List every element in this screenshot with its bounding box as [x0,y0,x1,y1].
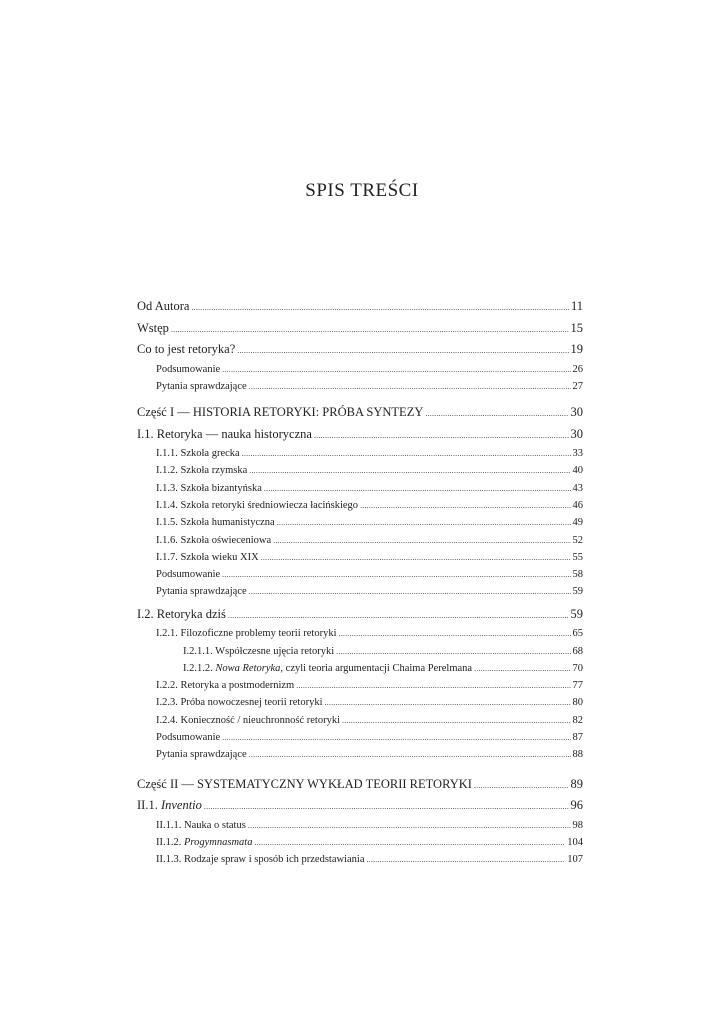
toc-leader-dots [425,402,568,425]
toc-entry-label: II.1.2. Progymnasmata [156,836,253,848]
toc-entry-label: I.1.3. Szkoła bizantyńska [156,482,262,494]
toc-page-number: 80 [572,697,583,709]
toc-page-number: 19 [570,342,583,356]
toc-entry-label: Co to jest retoryka? [137,342,236,356]
toc-leader-dots [249,583,571,600]
toc-entry [137,566,583,583]
toc-entry [137,378,583,395]
toc-page-number: 89 [570,776,583,791]
toc-leader-dots [264,480,571,497]
toc-page-number: 70 [572,662,583,674]
toc-leader-dots [228,604,569,627]
toc-entry-label: Podsumowanie [156,569,221,581]
toc-leader-dots [277,514,571,531]
toc-entry-label: I.1.5. Szkoła humanistyczna [156,517,275,529]
toc-page-number: 30 [570,426,583,441]
toc-page-number: 96 [570,798,583,813]
toc-entry-label: I.2.1.2. Nowa Retoryka, czyli teoria argumentacji Chaima Perelmana [183,662,473,674]
toc-leader-dots [237,339,568,362]
toc-page-number: 107 [567,854,583,866]
toc-page-number: 52 [572,534,583,546]
toc-entry-label: I.1.7. Szkoła wieku XIX [156,551,259,563]
toc-leader-dots [222,361,570,378]
toc-entry-label: Część I — HISTORIA RETORYKI: PRÓBA SYNTEZY [137,405,424,420]
toc-leader-dots [222,729,570,746]
toc-entry [137,817,583,834]
toc-page-number: 104 [567,836,583,848]
toc-entry-label: II.1. Inventio [137,798,202,813]
toc-page-number: 33 [572,448,583,460]
toc-page-number: 65 [572,628,583,640]
toc-page-number: 77 [572,680,583,692]
toc-entry [137,643,583,660]
toc-entry-label: I.2.2. Retoryka a postmodernizm [156,680,295,692]
toc-entry-label: II.1.1. Nauka o status [156,819,246,831]
toc-entry-label: I.1. Retoryka — nauka historyczna [137,426,312,441]
toc-leader-dots [360,497,570,514]
toc-leader-dots [366,851,565,868]
toc-leader-dots [336,643,570,660]
toc-page-number: 88 [572,749,583,761]
toc-page-number: 87 [572,732,583,744]
toc-leader-dots [339,625,571,642]
toc-leader-dots [191,296,569,319]
toc-part-heading [137,774,583,796]
toc-entry [137,834,583,851]
toc-entry [137,604,583,626]
toc-entry-label: Podsumowanie [156,732,221,744]
toc-entry [137,445,583,462]
toc-entry [137,318,583,340]
toc-leader-dots [204,795,569,818]
toc-entry [137,514,583,531]
toc-entry [137,677,583,694]
toc-page-number: 55 [572,551,583,563]
toc-leader-dots [249,746,571,763]
toc-entry [137,851,583,868]
toc-leader-dots [342,712,571,729]
toc-entry-label: Od Autora [137,299,190,313]
toc-page-number: 59 [570,606,583,621]
toc-page-number: 98 [572,819,583,831]
toc-part-heading [137,402,583,424]
toc-page-number: 82 [572,714,583,726]
toc-page-number: 68 [572,645,583,657]
toc-entry-label: I.2.1.1. Współczesne ujęcia retoryki [183,645,335,657]
toc-leader-dots [474,660,570,677]
toc-page-number: 58 [572,569,583,581]
toc-entry [137,532,583,549]
toc-entry-label: I.2.4. Konieczność / nieuchronność retoryki [156,714,340,726]
toc-leader-dots [248,817,571,834]
toc-leader-dots [171,318,569,341]
toc-entry-label: I.1.1. Szkoła grecka [156,448,240,460]
toc-leader-dots [249,462,570,479]
toc-entry [137,583,583,600]
toc-entry [137,497,583,514]
toc-page-number: 26 [572,363,583,375]
toc-entry-label: II.1.3. Rodzaje spraw i sposób ich przedstawiania [156,854,365,866]
toc-leader-dots [254,834,565,851]
toc-page-number: 49 [572,517,583,529]
toc-entry-label: I.2.1. Filozoficzne problemy teorii retoryki [156,628,337,640]
toc-entry-label: I.1.6. Szkoła oświeceniowa [156,534,272,546]
toc-page-number: 27 [572,380,583,392]
toc-entry [137,549,583,566]
toc-leader-dots [296,677,570,694]
toc-entry-label: I.2.3. Próba nowoczesnej teorii retoryki [156,697,323,709]
toc-entry-label: Część II — SYSTEMATYCZNY WYKŁAD TEORII RETORYKI [137,776,472,791]
toc-entry [137,361,583,378]
toc-leader-dots [325,694,571,711]
toc-entry-label: Pytania sprawdzające [156,380,247,392]
toc-leader-dots [222,566,570,583]
toc-entry [137,712,583,729]
page-title: SPIS TREŚCI [305,180,419,201]
toc-leader-dots [474,774,569,797]
toc-leader-dots [242,445,571,462]
toc-page-number: 30 [570,405,583,420]
toc-entry-label: I.2. Retoryka dziś [137,606,226,621]
toc-entry [137,746,583,763]
toc-entry [137,795,583,817]
toc-entry-label: I.1.4. Szkoła retoryki średniowiecza łacińskiego [156,499,359,511]
toc-entry [137,339,583,361]
toc-page-number: 46 [572,499,583,511]
toc-entry-label: Podsumowanie [156,363,221,375]
toc-entry [137,462,583,479]
toc-leader-dots [249,378,571,395]
toc-leader-dots [314,424,569,447]
toc-entry-label: Wstęp [137,320,169,335]
table-of-contents [137,296,583,869]
toc-entry-label: Pytania sprawdzające [156,586,247,598]
toc-page-number: 59 [572,586,583,598]
toc-page-number: 11 [570,299,583,313]
toc-entry [137,424,583,446]
toc-entry-label: Pytania sprawdzające [156,749,247,761]
toc-entry-label: I.1.2. Szkoła rzymska [156,465,248,477]
toc-leader-dots [261,549,571,566]
toc-leader-dots [273,532,570,549]
toc-entry [137,729,583,746]
toc-page-number: 40 [572,465,583,477]
toc-entry [137,625,583,642]
toc-entry [137,694,583,711]
toc-entry [137,480,583,497]
toc-page-number: 15 [570,320,583,335]
toc-entry [137,296,583,318]
toc-page-number: 43 [572,482,583,494]
toc-entry [137,660,583,677]
